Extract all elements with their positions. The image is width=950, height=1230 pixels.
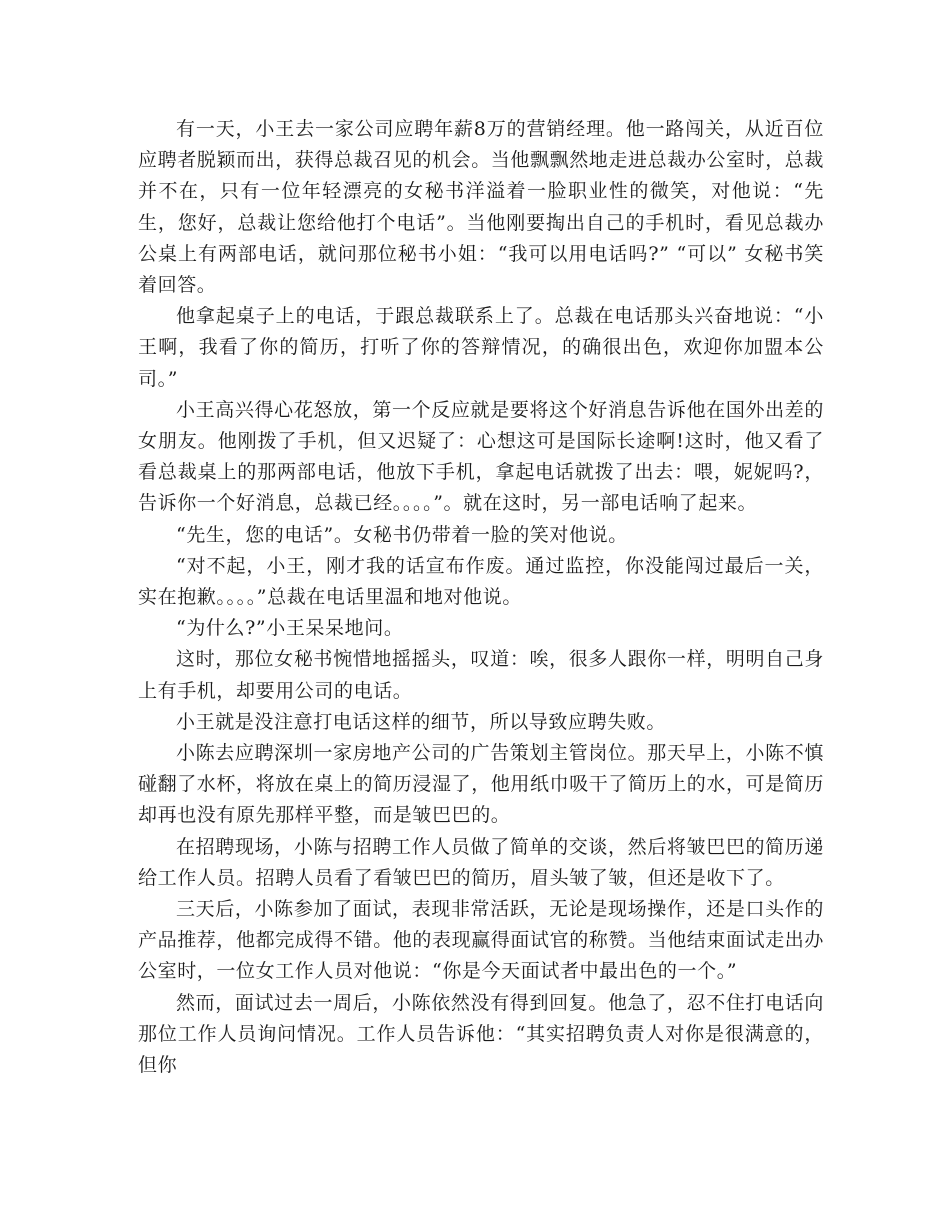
paragraph-7: 这时，那位女秘书惋惜地摇摇头，叹道：唉，很多人跟你一样，明明自己身上有手机，却要用公司的电话。 [138, 648, 824, 702]
paragraph-9: 小陈去应聘深圳一家房地产公司的广告策划主管岗位。那天早上，小陈不慎碰翻了水杯，将放在桌上的简历浸湿了，他用纸巾吸干了简历上的水，可是简历却再也没有原先那样平整，而是皱巴巴的。 [138, 742, 825, 827]
paragraph-10: 在招聘现场，小陈与招聘工作人员做了简单的交谈，然后将皱巴巴的简历递给工作人员。招聘人员看了看皱巴巴的简历，眉头皱了皱，但还是收下了。 [138, 835, 824, 889]
paragraph-6: “为什么?”小王呆呆地问。 [176, 617, 404, 640]
paragraph-2: 他拿起桌子上的电话，于跟总裁联系上了。总裁在电话那头兴奋地说：“小王啊，我看了你的简历，打听了你的答辩情况，的确很出色，欢迎你加盟本公司。” [138, 305, 824, 390]
paragraph-4: “先生，您的电话”。女秘书仍带着一脸的笑对他说。 [176, 523, 628, 546]
paragraph-11: 三天后，小陈参加了面试，表现非常活跃，无论是现场操作，还是口头作的产品推荐，他都完成得不错。他的表现赢得面试官的称赞。当他结束面试走出办公室时，一位女工作人员对他说：“你是今天面试者中最出色的一个。” [138, 898, 825, 983]
paragraph-3: 小王高兴得心花怒放，第一个反应就是要将这个好消息告诉他在国外出差的女朋友。他刚拨了手机，但又迟疑了：心想这可是国际长途啊!这时，他又看了看总裁桌上的那两部电话，他放下手机，拿起电话就拨了出去：喂，妮妮吗?，告诉你一个好消息，总裁已经。。。。”。就在这时，另一部电话响了起来。 [138, 398, 824, 515]
paragraph-12: 然而，面试过去一周后，小陈依然没有得到回复。他急了，忍不住打电话向那位工作人员询问情况。工作人员告诉他：“其实招聘负责人对你是很满意的，但你 [138, 991, 824, 1077]
paragraph-8: 小王就是没注意打电话这样的细节，所以导致应聘失败。 [176, 710, 667, 733]
document-body [138, 114, 824, 1081]
paragraph-5: “对不起，小王，刚才我的话宣布作废。通过监控，你没能闯过最后一关，实在抱歉。。。。”总裁在电话里温和地对他说。 [138, 554, 824, 609]
paragraph-1: 有一天，小王去一家公司应聘年薪8万的营销经理。他一路闯关，从近百位应聘者脱颖而出，获得总裁召见的机会。当他飘飘然地走进总裁办公室时，总裁并不在，只有一位年轻漂亮的女秘书洋溢着一脸职业性的微笑，对他说：“先生，您好，总裁让您给他打个电话”。当他刚要掏出自己的手机时，看见总裁办公桌上有两部电话，就问那位秘书小姐：“我可以用电话吗?” “可以” 女秘书笑着回答。 [138, 118, 825, 297]
